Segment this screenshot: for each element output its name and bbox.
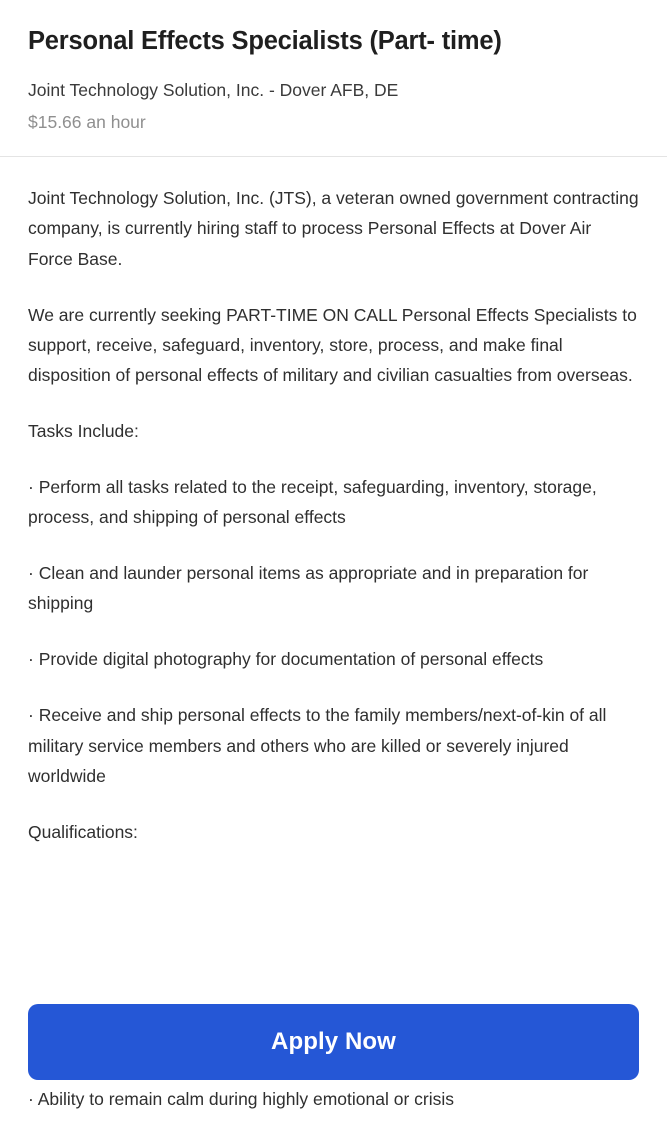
job-header xyxy=(0,0,667,156)
description-bullet: · Receive and ship personal effects to the family members/next-of-kin of all military service members and others who are killed or severely injured worldwide xyxy=(28,705,607,786)
apply-action-bar xyxy=(0,1004,667,1080)
description-paragraph: Joint Technology Solution, Inc. (JTS), a veteran owned government contracting company, is currently hiring staff to process Personal Effects at Dover Air Force Base. xyxy=(28,188,639,269)
description-bullet: · Perform all tasks related to the receipt, safeguarding, inventory, storage, process, and shipping of personal effects xyxy=(28,477,597,528)
description-bullet: · Clean and launder personal items as appropriate and in preparation for shipping xyxy=(28,563,589,614)
job-company-location: Joint Technology Solution, Inc. - Dover AFB, DE xyxy=(28,80,399,101)
description-section-heading-tasks: Tasks Include: xyxy=(28,420,139,441)
description-section-heading-qualifications: Qualifications: xyxy=(28,821,138,842)
apply-now-button[interactable]: Apply Now xyxy=(28,1004,639,1080)
description-paragraph: We are currently seeking PART-TIME ON CALL Personal Effects Specialists to support, receive, safeguard, inventory, store, process, and make final disposition of personal effects of military and civilian casualties from overseas. xyxy=(28,304,637,385)
description-bullet-partial: · Ability to remain calm during highly emotional or crisis xyxy=(28,1089,454,1109)
page-title: Personal Effects Specialists (Part- time) xyxy=(28,27,502,55)
job-description xyxy=(0,157,667,847)
job-salary: $15.66 an hour xyxy=(28,111,146,132)
description-overflow-row xyxy=(0,1080,667,1125)
description-bullet: · Provide digital photography for documentation of personal effects xyxy=(28,649,544,670)
